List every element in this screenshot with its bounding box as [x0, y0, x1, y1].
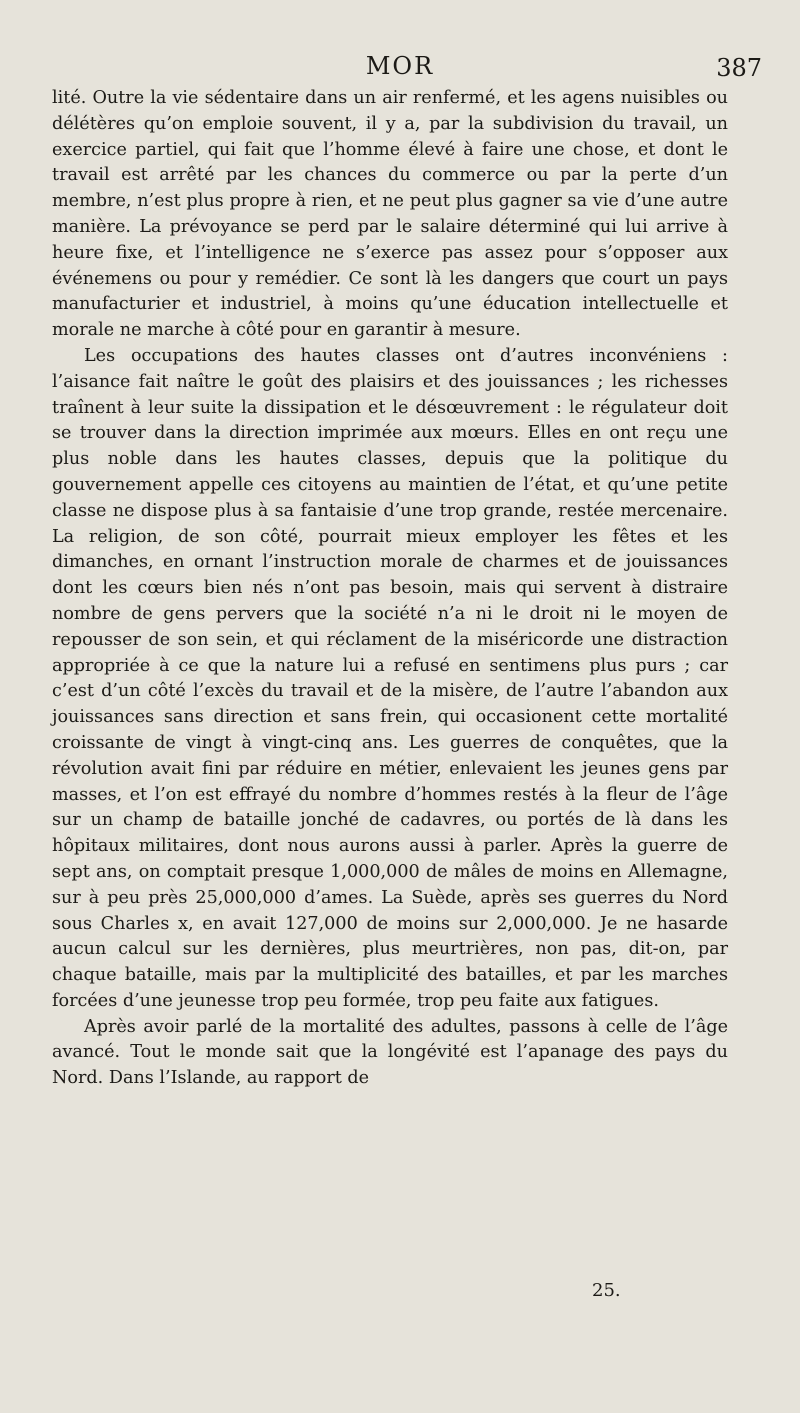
paragraph-high-classes: Les occupations des hautes classes ont d’autres inconvéniens : l’aisance fait naître le goût des plaisirs et des jouissances ; les richesses traînent à leur suite la dissipation et le désœuvrement : le régulateur doit se trouver dans la direction imprimée aux mœurs. Elles en ont reçu une plus noble dans les hautes classes, depuis que la politique du gouvernement appelle ces citoyens au maintien de l’état, et qu’une petite classe ne dispose plus à sa fantaisie d’une trop grande, restée mercenaire. La religion, de son côté, pourrait mieux employer les fêtes et les dimanches, en ornant l’instruction morale de charmes et de jouissances dont les cœurs bien nés n’ont pas besoin, mais qui servent à distraire nombre de gens pervers que la société n’a ni le droit ni le moyen de repousser de son sein, et qui réclament de la miséricorde une distraction appropriée à ce que la nature lui a refusé en sentimens plus purs ; car c’est d’un côté l’excès du travail et de la misère, de l’autre l’abandon aux jouissances sans direction et sans frein, qui occasionent cette mortalité croissante de vingt à vingt-cinq ans. Les guerres de conquêtes, que la révolution avait fini par réduire en métier, enlevaient les jeunes gens par masses, et l’on est effrayé du nombre d’hommes restés à la fleur de l’âge sur un champ de bataille jonché de cadavres, ou portés de là dans les hôpitaux militaires, dont nous aurons aussi à parler. Après la guerre de sept ans, on comptait presque 1,000,000 de mâles de moins en Allemagne, sur à peu près 25,000,000 d’ames. La Suède, après ses guerres du Nord sous Charles x, en avait 127,000 de moins sur 2,000,000. Je ne hasarde aucun calcul sur les dernières, plus meurtrières, non pas, dit-on, par chaque bataille, mais par la multiplicité des batailles, et par les marches forcées d’une jeunesse trop peu formée, trop peu faite aux fatigues. [52, 345, 728, 1011]
page-number: 387 [716, 54, 762, 82]
page-header [0, 52, 800, 84]
running-head: MOR [365, 52, 435, 80]
paragraph-old-age: Après avoir parlé de la mortalité des adultes, passons à celle de l’âge avancé. Tout le monde sait que la longévité est l’apanage des pays du Nord. Dans l’Islande, au rapport de [52, 1016, 728, 1089]
body-text [52, 86, 728, 1092]
paragraph-continuation: lité. Outre la vie sédentaire dans un air renfermé, et les agens nuisibles ou délétères qu’on emploie souvent, il y a, par la subdivision du travail, un exercice partiel, qui fait que l’homme élevé à faire une chose, et dont le travail est arrêté par les chances du commerce ou par la perte d’un membre, n’est plus propre à rien, et ne peut plus gagner sa vie d’une autre manière. La prévoyance se perd par le salaire déterminé qui lui arrive à heure fixe, et l’intelligence ne s’exerce pas assez pour s’opposer aux événemens ou pour y remédier. Ce sont là les dangers que court un pays manufacturier et industriel, à moins qu’une éducation intellectuelle et morale ne marche à côté pour en garantir à mesure. [52, 88, 728, 341]
signature-mark: 25. [592, 1280, 621, 1301]
